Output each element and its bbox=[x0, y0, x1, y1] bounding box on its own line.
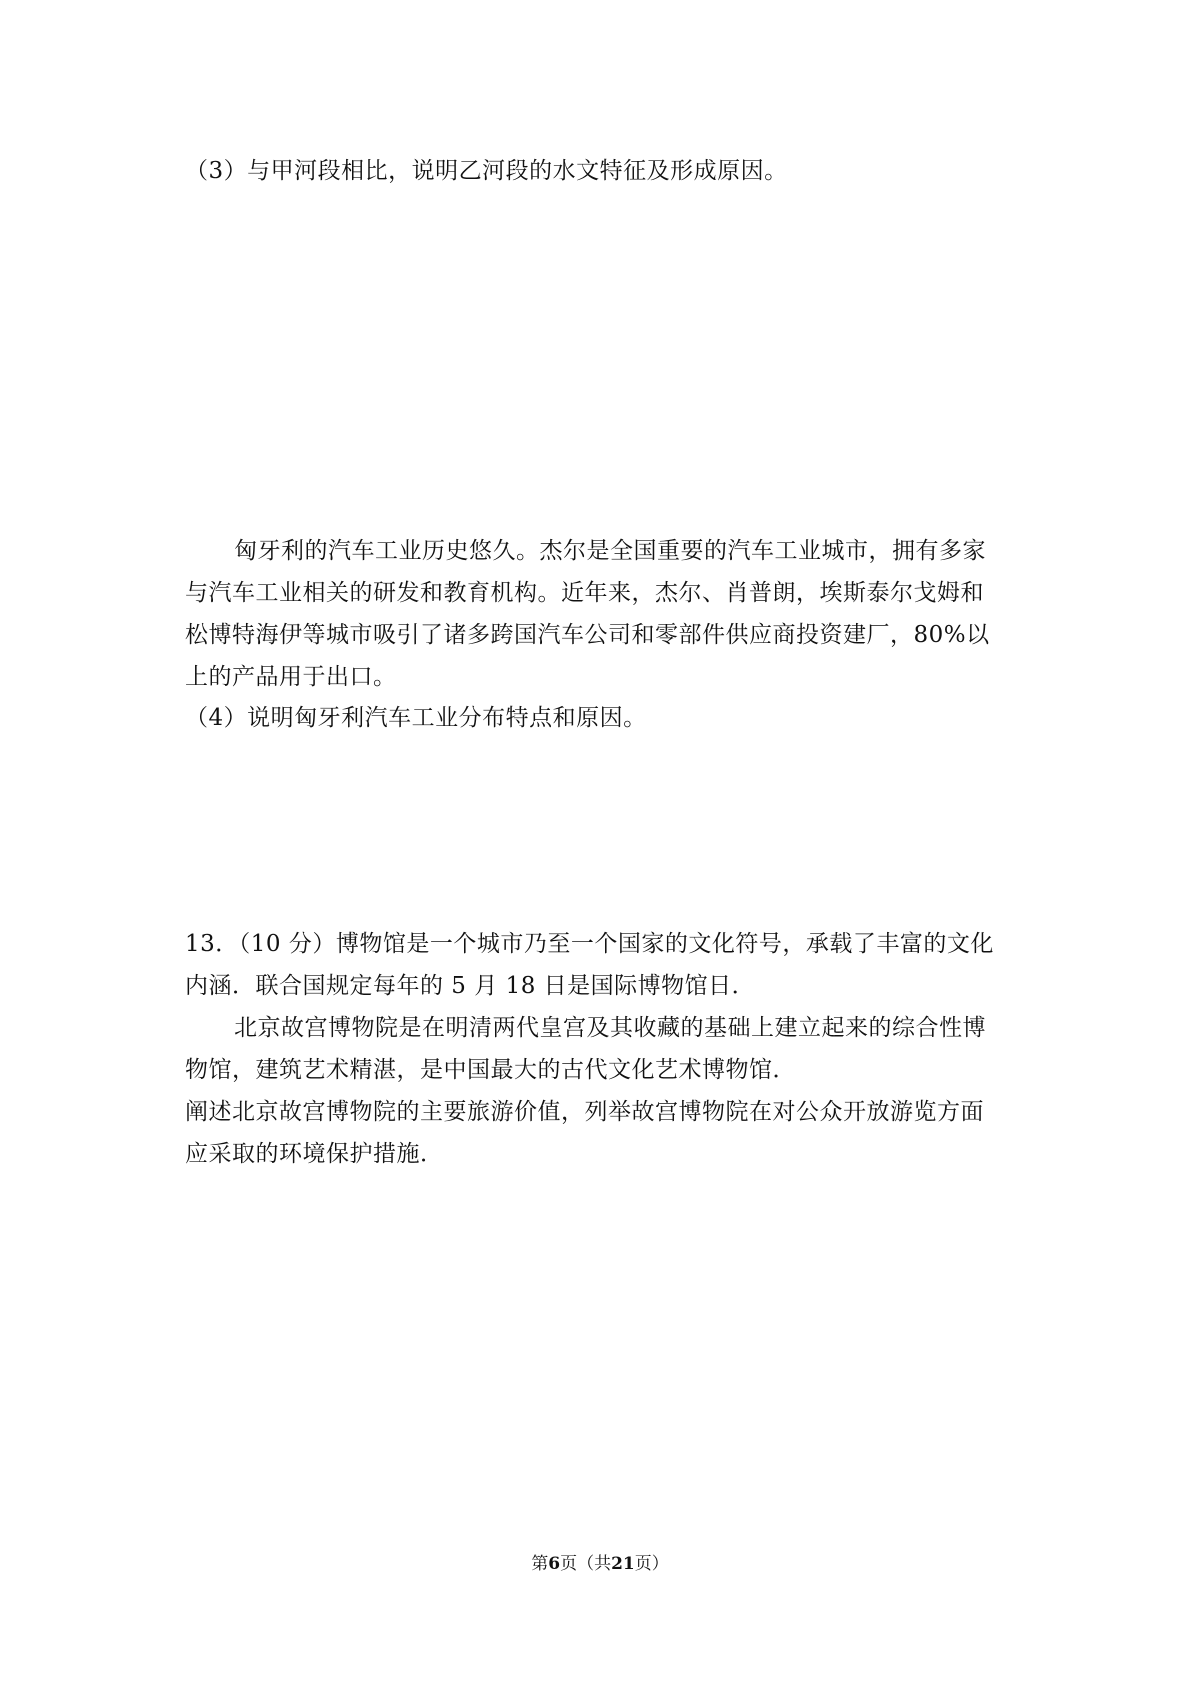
question-3-prompt: （3）与甲河段相比，说明乙河段的水文特征及形成原因。 bbox=[185, 158, 788, 184]
footer-prefix: 第 bbox=[531, 1554, 549, 1574]
passage-hungary-line-4: 上的产品用于出口。 bbox=[185, 664, 397, 690]
footer-middle: 页（共 bbox=[560, 1554, 612, 1574]
passage-hungary-line-2: 与汽车工业相关的研发和教育机构。近年来，杰尔、肖普朗，埃斯泰尔戈姆和 bbox=[185, 580, 984, 606]
question-13-task-line-2: 应采取的环境保护措施． bbox=[185, 1141, 444, 1167]
passage-hungary-line-1: 匈牙利的汽车工业历史悠久。杰尔是全国重要的汽车工业城市，拥有多家 bbox=[234, 538, 986, 564]
question-13-intro-line-2: 内涵．联合国规定每年的 5 月 18 日是国际博物馆日． bbox=[185, 973, 756, 999]
question-13-passage-line-1: 北京故宫博物院是在明清两代皇宫及其收藏的基础上建立起来的综合性博 bbox=[234, 1015, 986, 1041]
question-13-passage-line-2: 物馆，建筑艺术精湛，是中国最大的古代文化艺术博物馆． bbox=[185, 1057, 796, 1083]
page-footer bbox=[0, 1552, 1200, 1576]
question-13-intro-line-1: 13．（10 分）博物馆是一个城市乃至一个国家的文化符号，承载了丰富的文化 bbox=[185, 931, 994, 957]
question-4-prompt: （4）说明匈牙利汽车工业分布特点和原因。 bbox=[185, 705, 647, 731]
footer-total-pages: 21 bbox=[611, 1554, 635, 1574]
question-13-task-line-1: 阐述北京故宫博物院的主要旅游价值，列举故宫博物院在对公众开放游览方面 bbox=[185, 1099, 984, 1125]
passage-hungary-line-3: 松博特海伊等城市吸引了诸多跨国汽车公司和零部件供应商投资建厂，80%以 bbox=[185, 622, 990, 648]
footer-page-number: 6 bbox=[548, 1554, 561, 1574]
footer-suffix: 页） bbox=[634, 1554, 669, 1574]
